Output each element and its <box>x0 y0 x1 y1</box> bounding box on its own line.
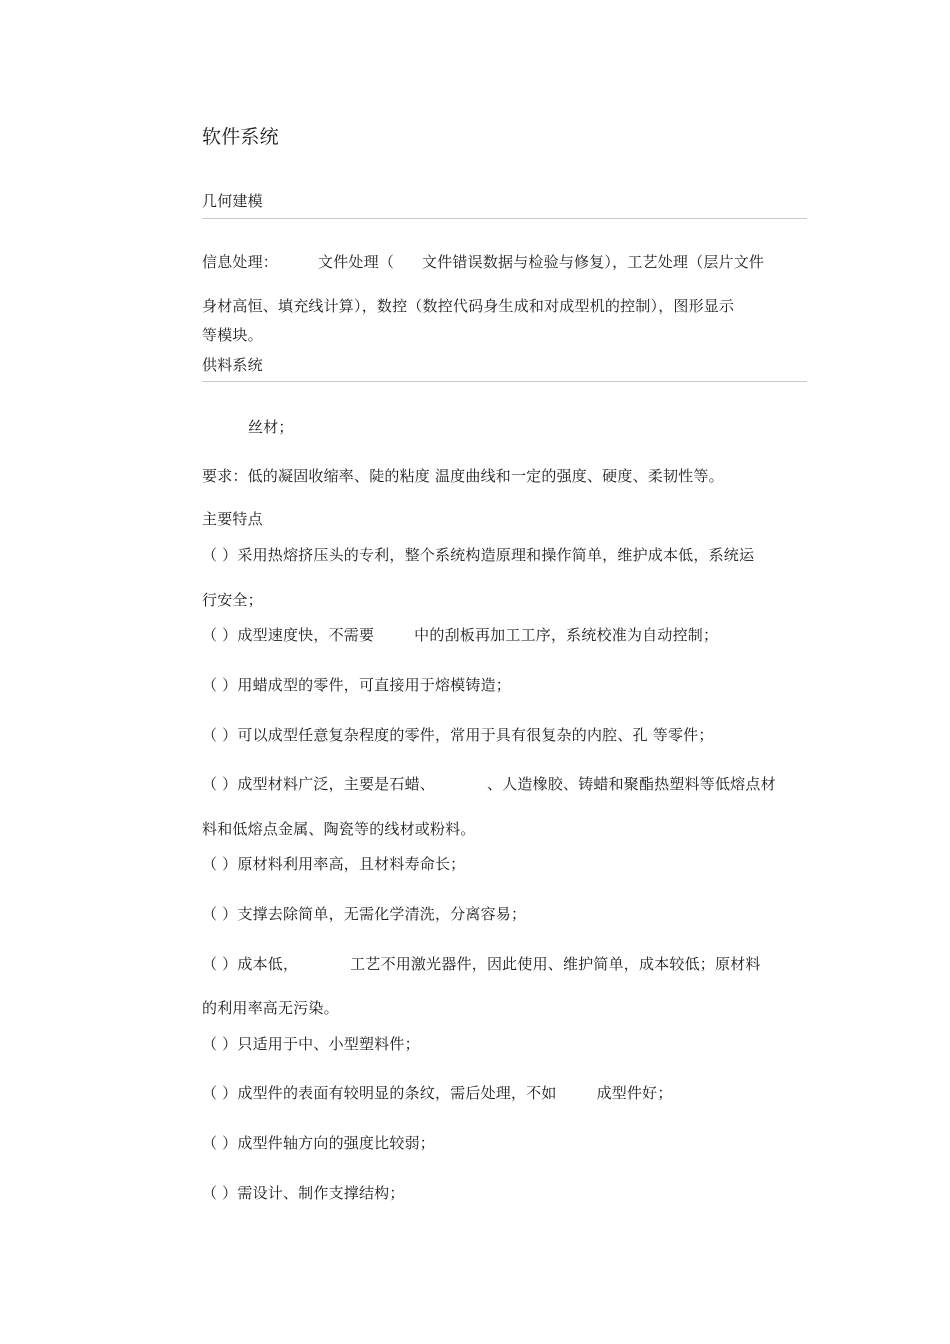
subheading-supply-system: 供料系统 <box>202 356 263 374</box>
feature-1-line-2: 行安全； <box>202 591 263 609</box>
section-title-software: 软件系统 <box>202 126 279 148</box>
feature-2-b: 中的刮板再加工工序，系统校准为自动控制； <box>414 626 719 644</box>
info-text-a: 文件处理（ <box>318 253 395 271</box>
info-line-1 <box>202 252 764 272</box>
feature-10-b: 成型件好； <box>596 1084 673 1102</box>
material-label: 丝材； <box>248 418 294 436</box>
info-text-b: 文件错误数据与检验与修复），工艺处理（层片文件 <box>422 253 765 271</box>
feature-9: （ ）只适用于中、小型塑料件； <box>202 1035 420 1053</box>
feature-5-b: 、人造橡胶、铸蜡和聚酯热塑料等低熔点材 <box>486 775 776 793</box>
feature-10 <box>202 1083 673 1103</box>
feature-8-a: （ ）成本低， <box>202 955 299 973</box>
feature-3: （ ）用蜡成型的零件，可直接用于熔模铸造； <box>202 676 511 694</box>
feature-2 <box>202 625 718 645</box>
subheading-geometric-modeling: 几何建模 <box>202 192 263 210</box>
feature-11: （ ）成型件轴方向的强度比较弱； <box>202 1134 435 1152</box>
info-line-2: 身材高恒、填充线计算），数控（数控代码身生成和对成型机的控制），图形显示 <box>202 297 735 315</box>
feature-8-line-1 <box>202 954 761 974</box>
feature-5-a: （ ）成型材料广泛，主要是石蜡、 <box>202 775 435 793</box>
feature-5-line-2: 料和低熔点金属、陶瓷等的线材或粉料。 <box>202 820 476 838</box>
feature-5-line-1 <box>202 774 776 794</box>
divider-rule <box>202 218 807 219</box>
info-line-3: 等模块。 <box>202 326 263 344</box>
feature-10-a: （ ）成型件的表面有较明显的条纹，需后处理，不如 <box>202 1084 557 1102</box>
info-label: 信息处理： <box>202 253 279 271</box>
feature-8-line-2: 的利用率高无污染。 <box>202 999 339 1017</box>
divider-rule <box>202 381 807 382</box>
feature-1-line-1: （ ）采用热熔挤压头的专利，整个系统构造原理和操作简单，维护成本低，系统运 <box>202 546 755 564</box>
feature-2-a: （ ）成型速度快，不需要 <box>202 626 375 644</box>
requirement-text: 要求：低的凝固收缩率、陡的粘度 温度曲线和一定的强度、硬度、柔韧性等。 <box>202 467 724 485</box>
feature-8-b: 工艺不用激光器件，因此使用、维护简单，成本较低；原材料 <box>350 955 761 973</box>
feature-4: （ ）可以成型任意复杂程度的零件，常用于具有很复杂的内腔、孔 等零件； <box>202 726 714 744</box>
feature-12: （ ）需设计、制作支撑结构； <box>202 1184 405 1202</box>
feature-6: （ ）原材料利用率高，且材料寿命长； <box>202 855 466 873</box>
feature-7: （ ）支撑去除简单，无需化学清洗，分离容易； <box>202 905 527 923</box>
features-heading: 主要特点 <box>202 510 263 528</box>
